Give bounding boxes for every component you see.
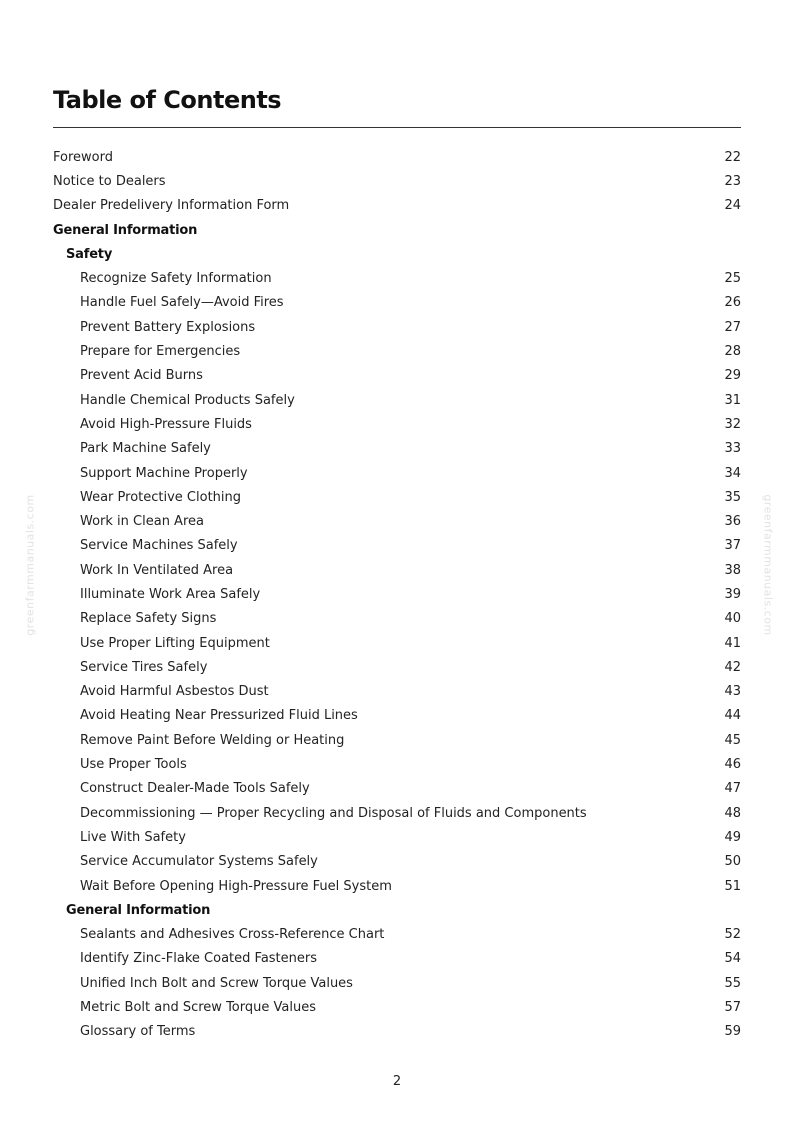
toc-entry[interactable] [53, 412, 741, 436]
toc-entry[interactable] [53, 825, 741, 849]
toc-entry-page-number: 29 [724, 368, 741, 384]
toc-entry[interactable] [53, 655, 741, 679]
toc-entry-page-number: 45 [724, 732, 741, 748]
toc-entry-page-number: 22 [724, 149, 741, 165]
title-divider [53, 127, 741, 128]
toc-entry-page-number: 25 [724, 271, 741, 287]
toc-entry-page-number: 24 [724, 198, 741, 214]
toc-entry-title: Wait Before Opening High-Pressure Fuel System [80, 878, 392, 894]
toc-entry-page-number: 36 [724, 514, 741, 530]
toc-entry[interactable] [53, 1020, 741, 1044]
toc-entry-title: General Information [66, 902, 211, 918]
toc-entry-page-number: 46 [724, 757, 741, 773]
toc-entry-title: Handle Chemical Products Safely [80, 392, 295, 408]
toc-entry[interactable] [53, 534, 741, 558]
watermark-left: greenfarmmanuals.com [23, 494, 37, 636]
toc-entry-title: Metric Bolt and Screw Torque Values [80, 1000, 316, 1016]
toc-entry-title: Work In Ventilated Area [80, 562, 234, 578]
toc-entry-title: Foreword [53, 149, 113, 165]
toc-entry[interactable] [53, 437, 741, 461]
toc-entry-title: Live With Safety [80, 829, 186, 845]
toc-entry[interactable] [53, 801, 741, 825]
toc-entry-title: Decommissioning — Proper Recycling and Disposal of Fluids and Components [80, 805, 587, 821]
toc-entry-title: Avoid High-Pressure Fluids [80, 416, 252, 432]
toc-entry-title: Recognize Safety Information [80, 271, 272, 287]
toc-entry-title: Sealants and Adhesives Cross-Reference Chart [80, 927, 385, 943]
toc-entry[interactable] [53, 145, 741, 169]
toc-entry-title: Use Proper Tools [80, 757, 187, 773]
toc-entry[interactable] [53, 850, 741, 874]
toc-entry-page-number: 47 [724, 781, 741, 797]
toc-entry-page-number: 59 [724, 1024, 741, 1040]
page-number: 2 [392, 1074, 402, 1089]
toc-entry-page-number: 54 [724, 951, 741, 967]
toc-entry[interactable] [53, 971, 741, 995]
toc-entry-page-number: 31 [724, 392, 741, 408]
toc-entry-page-number: 37 [724, 538, 741, 554]
watermark-right: greenfarmmanuals.com [761, 494, 775, 636]
toc-entry[interactable] [53, 364, 741, 388]
toc-section-heading [53, 218, 741, 242]
toc-entry[interactable] [53, 485, 741, 509]
toc-entry[interactable] [53, 995, 741, 1019]
toc-entry-title: Service Machines Safely [80, 538, 238, 554]
toc-entry[interactable] [53, 680, 741, 704]
toc-entry-title: General Information [53, 222, 198, 238]
toc-entry-title: Support Machine Properly [80, 465, 248, 481]
toc-entry[interactable] [53, 169, 741, 193]
toc-entry-page-number: 49 [724, 829, 741, 845]
page-title: Table of Contents [53, 86, 282, 114]
toc-entry-title: Wear Protective Clothing [80, 489, 242, 505]
toc-entry-page-number: 52 [724, 927, 741, 943]
toc-entry-title: Prevent Battery Explosions [80, 319, 256, 335]
toc-entry[interactable] [53, 752, 741, 776]
toc-entry[interactable] [53, 509, 741, 533]
toc-entry[interactable] [53, 777, 741, 801]
toc-entry-page-number: 32 [724, 416, 741, 432]
toc-entry-title: Work in Clean Area [80, 514, 204, 530]
toc-entry-title: Avoid Harmful Asbestos Dust [80, 684, 269, 700]
toc-entry-page-number: 42 [724, 659, 741, 675]
toc-entry-page-number: 34 [724, 465, 741, 481]
toc-section-heading [53, 242, 741, 266]
toc-entry-page-number: 43 [724, 684, 741, 700]
toc-entry-title: Illuminate Work Area Safely [80, 586, 261, 602]
toc-entry-page-number: 44 [724, 708, 741, 724]
toc-entry-title: Remove Paint Before Welding or Heating [80, 732, 345, 748]
toc-entry[interactable] [53, 631, 741, 655]
toc-entry[interactable] [53, 558, 741, 582]
toc-entry[interactable] [53, 582, 741, 606]
toc-entry-page-number: 48 [724, 805, 741, 821]
toc-entry[interactable] [53, 923, 741, 947]
toc-entry-title: Unified Inch Bolt and Screw Torque Values [80, 975, 353, 991]
toc-entry-page-number: 35 [724, 489, 741, 505]
toc-entry[interactable] [53, 291, 741, 315]
toc-entry-title: Prepare for Emergencies [80, 344, 241, 360]
toc-entry-page-number: 26 [724, 295, 741, 311]
toc-entry-page-number: 28 [724, 344, 741, 360]
toc-entry-page-number: 33 [724, 441, 741, 457]
toc-entry-page-number: 55 [724, 975, 741, 991]
toc-entry[interactable] [53, 728, 741, 752]
toc-entry-title: Construct Dealer-Made Tools Safely [80, 781, 310, 797]
toc-entry-page-number: 39 [724, 586, 741, 602]
toc-entry[interactable] [53, 874, 741, 898]
toc-entry-title: Use Proper Lifting Equipment [80, 635, 270, 651]
toc-entry-page-number: 23 [724, 173, 741, 189]
toc-entry-title: Handle Fuel Safely—Avoid Fires [80, 295, 284, 311]
toc-entry[interactable] [53, 315, 741, 339]
toc-entry[interactable] [53, 266, 741, 290]
toc-entry-page-number: 50 [724, 854, 741, 870]
toc-entry-title: Service Accumulator Systems Safely [80, 854, 318, 870]
table-of-contents [53, 145, 741, 1044]
toc-entry-title: Dealer Predelivery Information Form [53, 198, 290, 214]
toc-entry[interactable] [53, 704, 741, 728]
toc-entry-title: Replace Safety Signs [80, 611, 217, 627]
toc-entry-title: Service Tires Safely [80, 659, 208, 675]
toc-entry-page-number: 40 [724, 611, 741, 627]
toc-entry-title: Identify Zinc-Flake Coated Fasteners [80, 951, 318, 967]
toc-entry-title: Safety [66, 246, 113, 262]
toc-entry-page-number: 27 [724, 319, 741, 335]
toc-entry[interactable] [53, 607, 741, 631]
toc-entry[interactable] [53, 461, 741, 485]
toc-entry[interactable] [53, 947, 741, 971]
toc-entry-page-number: 51 [724, 878, 741, 894]
toc-entry-page-number: 38 [724, 562, 741, 578]
toc-section-heading [53, 898, 741, 922]
toc-entry-title: Prevent Acid Burns [80, 368, 203, 384]
toc-entry[interactable] [53, 339, 741, 363]
toc-entry-page-number: 57 [724, 1000, 741, 1016]
toc-entry-page-number: 41 [724, 635, 741, 651]
toc-entry-title: Avoid Heating Near Pressurized Fluid Lines [80, 708, 358, 724]
toc-entry-title: Park Machine Safely [80, 441, 211, 457]
toc-entry[interactable] [53, 194, 741, 218]
toc-entry[interactable] [53, 388, 741, 412]
toc-entry-title: Notice to Dealers [53, 173, 166, 189]
toc-entry-title: Glossary of Terms [80, 1024, 196, 1040]
